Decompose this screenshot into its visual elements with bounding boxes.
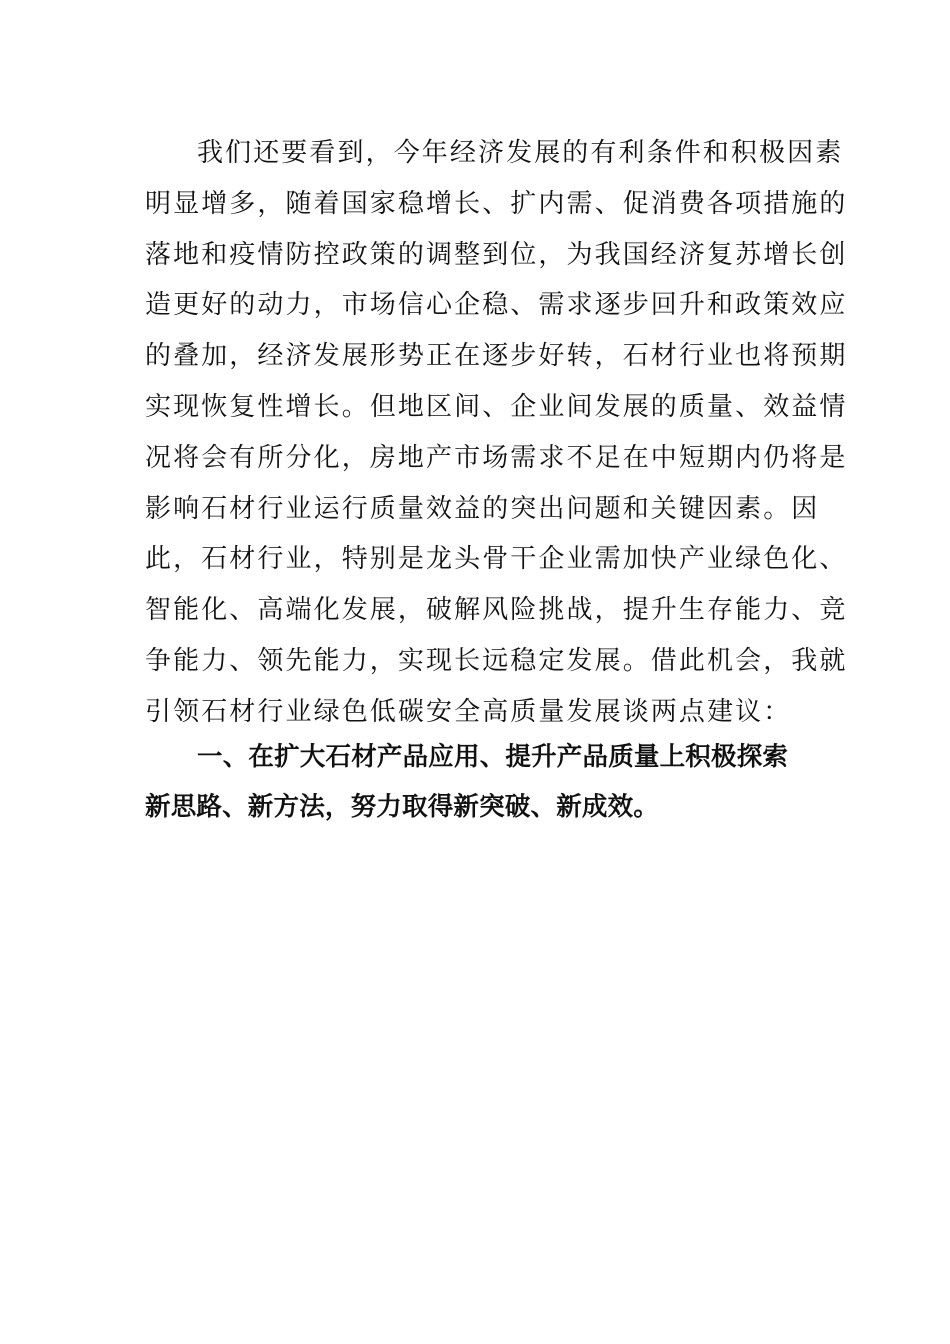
- paragraph-line: 引领石材行业绿色低碳安全高质量发展谈两点建议：: [145, 696, 792, 727]
- paragraph-line: 实现恢复性增长。但地区间、企业间发展的质量、效益情: [145, 391, 848, 422]
- paragraph-line: 造更好的动力，市场信心企稳、需求逐步回升和政策效应: [145, 290, 848, 321]
- paragraph-line: 我们还要看到，今年经济发展的有利条件和积极因素: [197, 138, 844, 168]
- section-heading: [145, 732, 805, 832]
- paragraph-line: 明显增多，随着国家稳增长、扩内需、促消费各项措施的: [145, 188, 848, 219]
- paragraph-line: 的叠加，经济发展形势正在逐步好转，石材行业也将预期: [145, 341, 848, 372]
- heading-line: 新思路、新方法，努力取得新突破、新成效。: [145, 792, 660, 822]
- heading-line: 一、在扩大石材产品应用、提升产品质量上积极探索: [197, 742, 789, 772]
- paragraph-line: 此，石材行业，特别是龙头骨干企业需加快产业绿色化、: [145, 544, 848, 575]
- paragraph-line: 落地和疫情防控政策的调整到位，为我国经济复苏增长创: [145, 239, 848, 270]
- paragraph-line: 影响石材行业运行质量效益的突出问题和关键因素。因: [145, 493, 820, 524]
- paragraph-line: 智能化、高端化发展，破解风险挑战，提升生存能力、竞: [145, 595, 848, 626]
- paragraph-line: 争能力、领先能力，实现长远稳定发展。借此机会，我就: [145, 645, 848, 676]
- body-paragraph: [145, 128, 848, 738]
- paragraph-line: 况将会有所分化，房地产市场需求不足在中短期内仍将是: [145, 442, 848, 473]
